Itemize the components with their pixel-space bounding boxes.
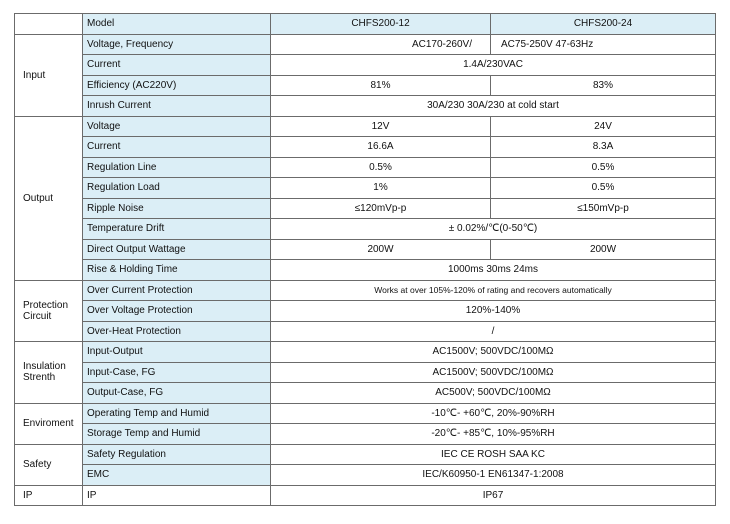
row-label: Over Current Protection bbox=[83, 280, 271, 301]
group-insulation bbox=[15, 342, 83, 404]
table-row bbox=[15, 178, 716, 199]
cell-value-b: 200W bbox=[491, 239, 716, 260]
table-row bbox=[15, 321, 716, 342]
table-row bbox=[15, 260, 716, 281]
table-row bbox=[15, 96, 716, 117]
table-row bbox=[15, 342, 716, 363]
row-label: Current bbox=[83, 137, 271, 158]
cell-value: 1.4A/230VAC bbox=[271, 55, 716, 76]
cell-value-b: AC75-250V 47-63Hz bbox=[491, 34, 716, 55]
row-label: Storage Temp and Humid bbox=[83, 424, 271, 445]
row-label: Regulation Load bbox=[83, 178, 271, 199]
table-row bbox=[15, 301, 716, 322]
cell-value: ± 0.02%/℃(0-50℃) bbox=[271, 219, 716, 240]
row-label: Efficiency (AC220V) bbox=[83, 75, 271, 96]
row-label: Rise & Holding Time bbox=[83, 260, 271, 281]
row-label: Operating Temp and Humid bbox=[83, 403, 271, 424]
table-row bbox=[15, 116, 716, 137]
table-row bbox=[15, 485, 716, 506]
cell-value: IP67 bbox=[271, 485, 716, 506]
group-protection-line2: Circuit bbox=[23, 310, 52, 322]
cell-value-a: 1% bbox=[271, 178, 491, 199]
table-row bbox=[15, 362, 716, 383]
cell-value-b: 24V bbox=[491, 116, 716, 137]
table-row bbox=[15, 157, 716, 178]
row-label: EMC bbox=[83, 465, 271, 486]
row-label: Direct Output Wattage bbox=[83, 239, 271, 260]
table-row bbox=[15, 383, 716, 404]
group-protection bbox=[15, 280, 83, 342]
row-label: Current bbox=[83, 55, 271, 76]
group-protection-line1: Protection bbox=[23, 299, 69, 311]
cell-value-a: 16.6A bbox=[271, 137, 491, 158]
cell-value: AC500V; 500VDC/100MΩ bbox=[271, 383, 716, 404]
cell-value: Works at over 105%-120% of rating and recovers automatically bbox=[271, 280, 716, 301]
model-b: CHFS200-24 bbox=[491, 14, 716, 35]
cell-value: AC1500V; 500VDC/100MΩ bbox=[271, 342, 716, 363]
cell-value-b: 8.3A bbox=[491, 137, 716, 158]
cell-value: / bbox=[271, 321, 716, 342]
row-label: Input-Output bbox=[83, 342, 271, 363]
cell-value: IEC CE ROSH SAA KC bbox=[271, 444, 716, 465]
group-ip: IP bbox=[15, 485, 83, 506]
table-row bbox=[15, 137, 716, 158]
header-blank-cell bbox=[15, 14, 83, 35]
row-label: Temperature Drift bbox=[83, 219, 271, 240]
cell-value-b: ≤150mVp-p bbox=[491, 198, 716, 219]
cell-value-a: AC170-260V/ bbox=[271, 34, 491, 55]
row-label: Voltage, Frequency bbox=[83, 34, 271, 55]
table-row bbox=[15, 424, 716, 445]
cell-value: 120%-140% bbox=[271, 301, 716, 322]
cell-value: 1000ms 30ms 24ms bbox=[271, 260, 716, 281]
group-safety: Safety bbox=[15, 444, 83, 485]
group-output: Output bbox=[15, 116, 83, 280]
cell-value-b: 0.5% bbox=[491, 157, 716, 178]
table-row bbox=[15, 55, 716, 76]
row-label: IP bbox=[83, 485, 271, 506]
cell-value-a: ≤120mVp-p bbox=[271, 198, 491, 219]
cell-value-a: 81% bbox=[271, 75, 491, 96]
spec-sheet bbox=[14, 13, 715, 506]
cell-value: 30A/230 30A/230 at cold start bbox=[271, 96, 716, 117]
group-insulation-line1: Insulation bbox=[23, 361, 66, 373]
table-row bbox=[15, 444, 716, 465]
specification-table bbox=[14, 13, 716, 506]
model-label: Model bbox=[83, 14, 271, 35]
table-row bbox=[15, 219, 716, 240]
row-label: Voltage bbox=[83, 116, 271, 137]
row-label: Over-Heat Protection bbox=[83, 321, 271, 342]
row-label: Input-Case, FG bbox=[83, 362, 271, 383]
group-insulation-line2: Strenth bbox=[23, 372, 56, 384]
table-header-row bbox=[15, 14, 716, 35]
cell-value: AC1500V; 500VDC/100MΩ bbox=[271, 362, 716, 383]
row-label: Ripple Noise bbox=[83, 198, 271, 219]
table-row bbox=[15, 198, 716, 219]
row-label: Safety Regulation bbox=[83, 444, 271, 465]
cell-value-a: 0.5% bbox=[271, 157, 491, 178]
group-input: Input bbox=[15, 34, 83, 116]
cell-value: IEC/K60950-1 EN61347-1:2008 bbox=[271, 465, 716, 486]
cell-value-a: 200W bbox=[271, 239, 491, 260]
table-row bbox=[15, 34, 716, 55]
cell-value-b: 0.5% bbox=[491, 178, 716, 199]
table-row bbox=[15, 465, 716, 486]
group-environment: Enviroment bbox=[15, 403, 83, 444]
table-row bbox=[15, 403, 716, 424]
table-row bbox=[15, 239, 716, 260]
table-row bbox=[15, 75, 716, 96]
cell-value-b: 83% bbox=[491, 75, 716, 96]
row-label: Output-Case, FG bbox=[83, 383, 271, 404]
cell-value: -20℃- +85℃, 10%-95%RH bbox=[271, 424, 716, 445]
model-a: CHFS200-12 bbox=[271, 14, 491, 35]
cell-value: -10℃- +60℃, 20%-90%RH bbox=[271, 403, 716, 424]
cell-value-a: 12V bbox=[271, 116, 491, 137]
row-label: Inrush Current bbox=[83, 96, 271, 117]
table-row bbox=[15, 280, 716, 301]
row-label: Over Voltage Protection bbox=[83, 301, 271, 322]
row-label: Regulation Line bbox=[83, 157, 271, 178]
